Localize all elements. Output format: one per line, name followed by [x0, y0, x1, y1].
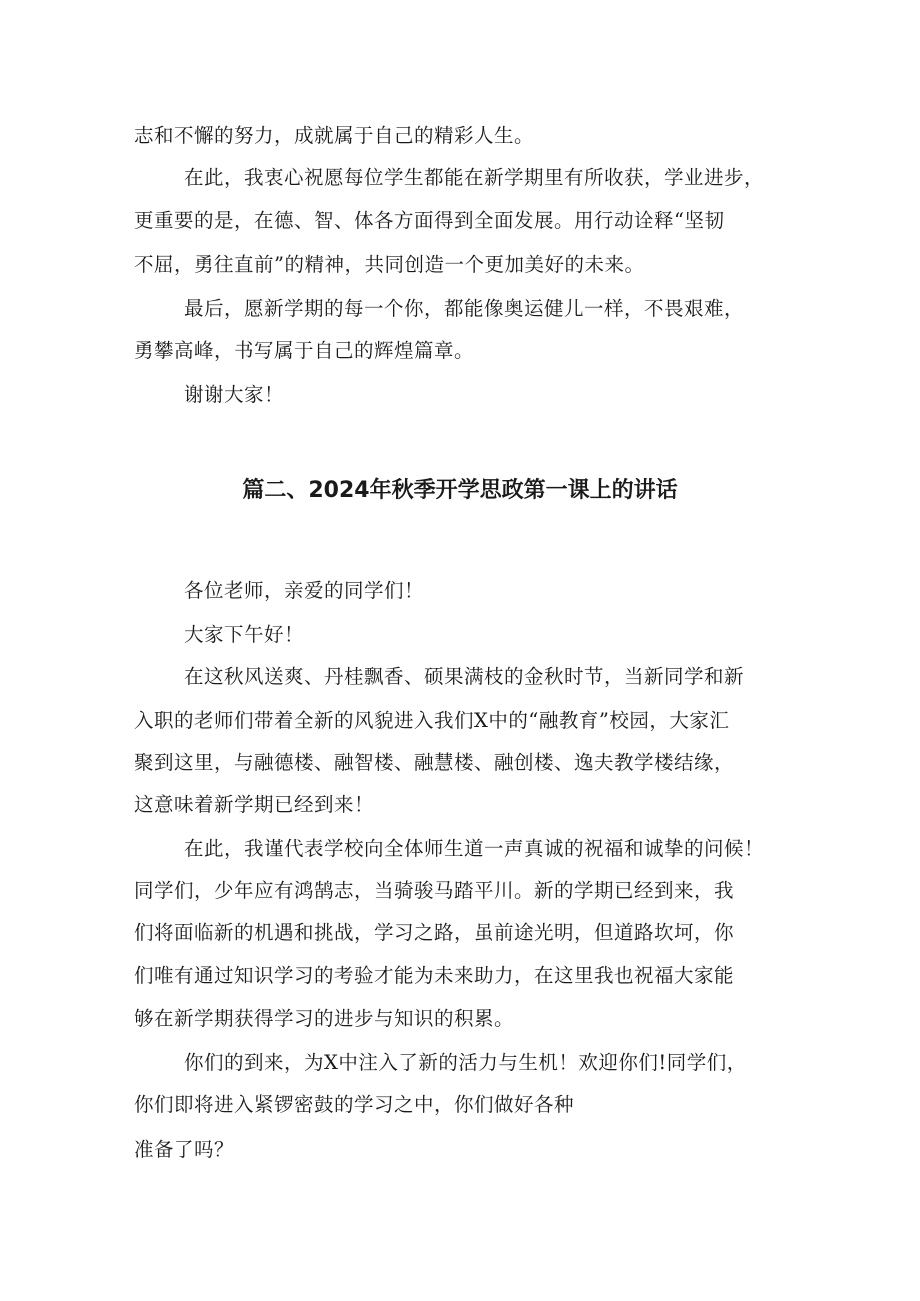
paragraph-line: 志和不懈的努力，成就属于自己的精彩人生。 [134, 124, 535, 147]
paragraph-line: 谢谢大家！ [184, 383, 285, 406]
paragraph-line: 最后，愿新学期的每一个你，都能像奥运健儿一样，不畏艰难， [184, 297, 745, 320]
paragraph-line: 大家下午好！ [184, 623, 305, 646]
paragraph-line: 够在新学期获得学习的进步与知识的积累。 [134, 1007, 515, 1030]
section-heading: 篇二、2024年秋季开学思政第一课上的讲话 [242, 478, 678, 503]
paragraph-line: 聚到这里，与融德楼、融智楼、融慧楼、融创楼、逸夫教学楼结缘， [134, 751, 735, 774]
paragraph-line: 同学们，少年应有鸿鹄志，当骑骏马踏平川。新的学期已经到来，我 [134, 879, 735, 902]
paragraph-line: 在此，我谨代表学校向全体师生道一声真诚的祝福和诚挚的问候！ [184, 837, 765, 860]
paragraph-line: 不屈，勇往直前”的精神，共同创造一个更加美好的未来。 [134, 253, 645, 276]
paragraph-line: 在此，我衷心祝愿每位学生都能在新学期里有所收获，学业进步， [184, 166, 765, 189]
paragraph-line: 们唯有通过知识学习的考验才能为未来助力，在这里我也祝福大家能 [134, 964, 735, 987]
paragraph-line: 们将面临新的机遇和挑战，学习之路，虽前途光明，但道路坎坷，你 [134, 921, 735, 944]
paragraph-line: 更重要的是，在德、智、体各方面得到全面发展。用行动诠释“坚韧 [134, 209, 725, 232]
paragraph-line: 你们即将进入紧锣密鼓的学习之中，你们做好各种 [134, 1093, 575, 1116]
paragraph-line: 入职的老师们带着全新的风貌进入我们X中的“融教育”校园，大家汇 [134, 709, 730, 732]
paragraph-line: 你们的到来，为X中注入了新的活力与生机！欢迎你们!同学们， [184, 1051, 747, 1074]
paragraph-line: 在这秋风送爽、丹桂飘香、硕果满枝的金秋时节，当新同学和新 [184, 665, 745, 688]
paragraph-line: 各位老师，亲爱的同学们！ [184, 579, 425, 602]
paragraph-line: 这意味着新学期已经到来！ [134, 793, 375, 816]
paragraph-line: 准备了吗？ [134, 1138, 235, 1161]
paragraph-line: 勇攀高峰，书写属于自己的辉煌篇章。 [134, 339, 475, 362]
